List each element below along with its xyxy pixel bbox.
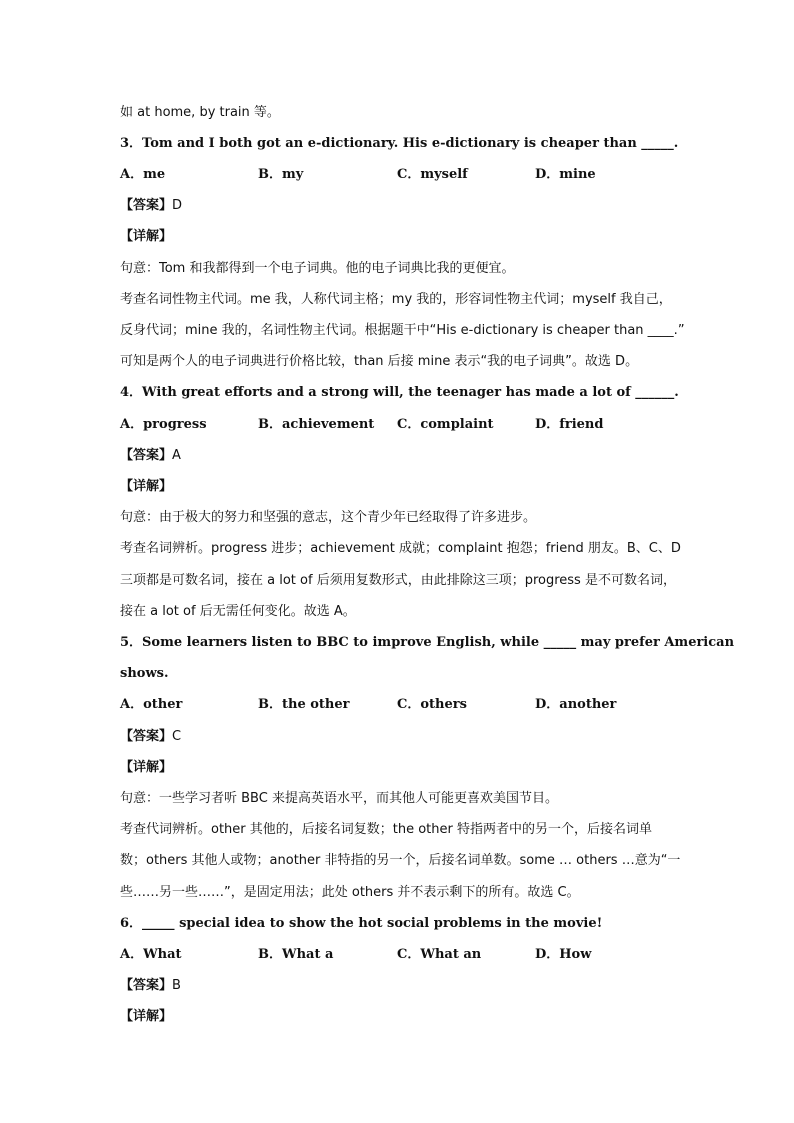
- question-6-answer: [120, 977, 181, 995]
- question-4-detail-label: 【详解】: [120, 479, 173, 494]
- question-4-stem: 4．With great efforts and a strong will, the teenager has made a lot of ______.: [120, 385, 679, 400]
- question-5-stem: 5．Some learners listen to BBC to improve English, while _____ may prefer American: [120, 635, 735, 650]
- question-4-option-b: B．achievement: [258, 417, 375, 432]
- answer-label: 【答案】: [120, 978, 173, 993]
- question-3-explanation-line: 考查名词性物主代词。me 我，人称代词主格；my 我的，形容词性物主代词；myself 我自己，: [120, 292, 672, 307]
- intro-line: 如 at home, by train 等。: [120, 105, 280, 120]
- question-3-option-d: D．mine: [535, 167, 596, 182]
- question-6-option-a: A．What: [120, 947, 182, 962]
- question-4-answer: [120, 447, 181, 465]
- question-5-option-a: A．other: [120, 697, 183, 712]
- question-5-option-b: B．the other: [258, 697, 350, 712]
- question-5-explanation-line: 考查代词辨析。other 其他的，后接名词复数；the other 特指两者中的另一个，后接名词单: [120, 822, 652, 837]
- question-3-detail-label: 【详解】: [120, 229, 173, 244]
- question-5-explanation-line: 句意：一些学习者听 BBC 来提高英语水平，而其他人可能更喜欢美国节目。: [120, 791, 558, 806]
- question-3-option-a: A．me: [120, 167, 166, 182]
- answer-label: 【答案】: [120, 448, 173, 463]
- question-5-option-c: C．others: [397, 697, 467, 712]
- question-5-answer: [120, 728, 181, 746]
- question-4-explanation-line: 三项都是可数名词，接在 a lot of 后须用复数形式，由此排除这三项；progress 是不可数名词，: [120, 573, 676, 588]
- question-3-stem: 3．Tom and I both got an e-dictionary. His e-dictionary is cheaper than _____.: [120, 136, 679, 151]
- question-4-option-a: A．progress: [120, 417, 207, 432]
- question-4-explanation-line: 接在 a lot of 后无需任何变化。故选 A。: [120, 604, 356, 619]
- question-3-option-c: C．myself: [397, 167, 468, 182]
- question-4-explanation-line: 句意：由于极大的努力和坚强的意志，这个青少年已经取得了许多进步。: [120, 510, 537, 525]
- question-5-option-d: D．another: [535, 697, 617, 712]
- question-3-option-b: B．my: [258, 167, 304, 182]
- question-5-explanation-line: 数；others 其他人或物；another 非特指的另一个，后接名词单数。some … others …意为“一: [120, 853, 681, 868]
- question-6-option-c: C．What an: [397, 947, 482, 962]
- question-3-answer: [120, 197, 182, 215]
- answer-value: C: [172, 729, 182, 744]
- question-3-explanation-line: 句意：Tom 和我都得到一个电子词典。他的电子词典比我的更便宜。: [120, 261, 515, 276]
- question-6-detail-label: 【详解】: [120, 1009, 173, 1024]
- question-4-explanation-line: 考查名词辨析。progress 进步；achievement 成就；complaint 抱怨；friend 朋友。B、C、D: [120, 541, 681, 556]
- question-3-explanation-line: 可知是两个人的电子词典进行价格比较，than 后接 mine 表示“我的电子词典”。故选 D。: [120, 354, 639, 369]
- answer-value: B: [172, 978, 181, 993]
- question-4-option-d: D．friend: [535, 417, 604, 432]
- question-5-stem-continued: shows.: [120, 666, 169, 681]
- question-3-explanation-line: 反身代词；mine 我的，名词性物主代词。根据题干中“His e-dictionary is cheaper than ____.”: [120, 323, 685, 338]
- answer-label: 【答案】: [120, 729, 173, 744]
- question-5-explanation-line: 些……另一些……”，是固定用法；此处 others 并不表示剩下的所有。故选 C。: [120, 885, 580, 900]
- question-4-option-c: C．complaint: [397, 417, 494, 432]
- question-6-stem: 6．_____ special idea to show the hot social problems in the movie!: [120, 916, 603, 931]
- question-6-option-b: B．What a: [258, 947, 334, 962]
- answer-value: A: [172, 448, 181, 463]
- answer-label: 【答案】: [120, 198, 173, 213]
- question-6-option-d: D．How: [535, 947, 592, 962]
- answer-value: D: [172, 198, 183, 213]
- question-5-detail-label: 【详解】: [120, 760, 173, 775]
